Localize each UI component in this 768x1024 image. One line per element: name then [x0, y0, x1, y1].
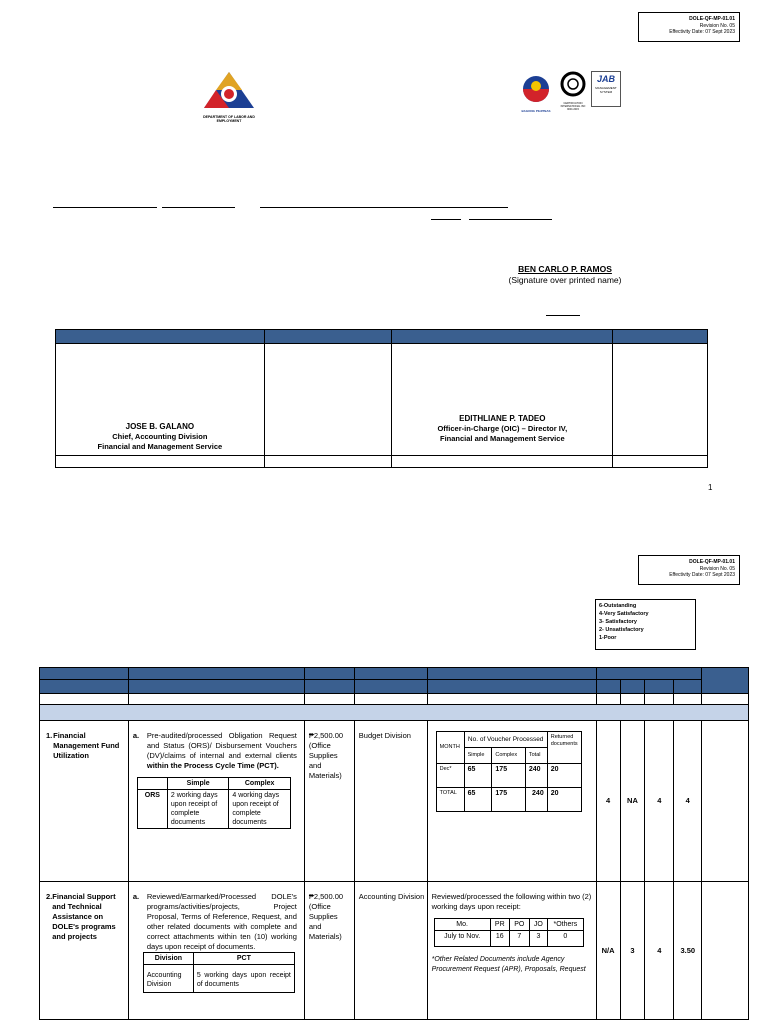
- bagong-pilipinas-logo: [519, 74, 553, 112]
- legend-item: 2- Unsatisfactory: [599, 627, 644, 633]
- approver-title: Officer-in-Charge (OIC) – Director IV,: [437, 424, 568, 433]
- row-index: 1.: [46, 731, 53, 740]
- approver-office: Financial and Management Service: [97, 441, 223, 451]
- budget-cell: ₱2,500.00 (Office Supplies and Materials): [304, 721, 354, 882]
- procurement-table: [434, 918, 584, 947]
- sub-header: Complex: [492, 748, 525, 764]
- blank-line: [260, 207, 508, 208]
- rating-average: 4: [674, 721, 702, 882]
- rating-quality: 4: [596, 721, 620, 882]
- legend-item: 6-Outstanding: [599, 603, 637, 609]
- table-row: [40, 721, 749, 882]
- iso-logo: [556, 71, 590, 111]
- iso-caption: CERTIFICATION INTERNATIONAL ISO 9001:2015: [560, 102, 586, 111]
- pct-division: Accounting Division: [143, 965, 193, 993]
- proc-value: 7: [509, 931, 529, 947]
- document-code: DOLE-QF-MP-01.01: [689, 16, 735, 22]
- pct-table: [143, 952, 295, 993]
- effectivity-date: Effectivity Date: 07 Sept 2023: [669, 29, 735, 35]
- success-indicator: Pre-audited/processed Obligation Request and Status (ORS)/ Disbursement Vouchers (DV)/claims of internal and external clients: [146, 731, 297, 760]
- data-label: Dec*: [436, 764, 464, 788]
- pct-row-label: ORS: [137, 790, 167, 829]
- jab-subcaption: MANAGEMENT SYSTEM: [595, 86, 617, 94]
- dole-logo: [202, 70, 256, 123]
- proc-value: 3: [529, 931, 547, 947]
- pct-header: PCT: [193, 953, 294, 965]
- jab-caption: JAB: [596, 74, 615, 84]
- rating-efficiency: 3: [620, 882, 645, 1020]
- proc-header: Mo.: [434, 919, 490, 931]
- approver-cell: [392, 344, 613, 456]
- row-index: 2.: [46, 892, 53, 901]
- accomplishment-note: *Other Related Documents include Agency Procurement Request (APR), Proposals, Request: [431, 956, 586, 973]
- proc-value: July to Nov.: [434, 931, 490, 947]
- pct-header: Division: [143, 953, 193, 965]
- total-value: 240: [525, 788, 547, 812]
- data-value: 175: [492, 764, 525, 788]
- row-letter: a.: [132, 731, 140, 740]
- performance-table: [39, 667, 749, 1020]
- total-label: TOTAL: [436, 788, 464, 812]
- total-value: 175: [492, 788, 525, 812]
- document-code: DOLE-QF-MP-01.01: [689, 559, 735, 565]
- accomplishment-intro: Reviewed/processed the following within two (2) working days upon receipt:: [431, 892, 592, 911]
- month-header: MONTH: [436, 732, 464, 764]
- bagong-pilipinas-caption: BAGONG PILIPINAS: [521, 109, 551, 113]
- pct-header: Simple: [167, 778, 229, 790]
- approver-title: Chief, Accounting Division: [112, 432, 208, 441]
- blank-line: [546, 315, 580, 316]
- data-value: 240: [525, 764, 547, 788]
- legend-item: 1-Poor: [599, 635, 617, 641]
- proc-header: PO: [509, 919, 529, 931]
- rating-timeliness: 4: [645, 721, 674, 882]
- legend-item: 4-Very Satisfactory: [599, 611, 649, 617]
- proc-header: PR: [490, 919, 509, 931]
- office-cell: Budget Division: [354, 721, 427, 882]
- proc-header: JO: [529, 919, 547, 931]
- approver-cell: [56, 344, 265, 456]
- total-value: 65: [464, 788, 492, 812]
- approver-name: JOSE B. GALANO: [125, 422, 195, 431]
- rating-average: 3.50: [674, 882, 702, 1020]
- blank-line: [162, 207, 235, 208]
- sub-header: Simple: [464, 748, 492, 764]
- sub-header: Total: [525, 748, 547, 764]
- blank-line: [53, 207, 157, 208]
- performance-area: Financial Management Fund Utilization: [53, 731, 120, 760]
- proc-value: 0: [548, 931, 584, 947]
- blank-line: [431, 219, 461, 220]
- data-value: 20: [547, 764, 581, 788]
- returned-header: Returned documents: [547, 732, 581, 764]
- data-value: 65: [464, 764, 492, 788]
- rating-legend: [595, 599, 696, 650]
- legend-item: 3- Satisfactory: [599, 619, 637, 625]
- office-cell: Accounting Division: [354, 882, 427, 1020]
- pct-simple: 2 working days upon receipt of complete documents: [167, 790, 229, 829]
- processed-header: No. of Voucher Processed: [464, 732, 547, 748]
- revision-number: Revision No. 05: [699, 565, 735, 572]
- performance-area: Financial Support and Technical Assistance on DOLE's programs and projects: [52, 892, 116, 941]
- proc-header: *Others: [548, 919, 584, 931]
- rating-quality: N/A: [596, 882, 620, 1020]
- pct-table: [137, 777, 291, 829]
- row-letter: a.: [132, 892, 140, 901]
- dole-logo-caption: DEPARTMENT OF LABOR AND EMPLOYMENT: [203, 115, 255, 123]
- rating-timeliness: 4: [645, 882, 674, 1020]
- pct-complex: 4 working days upon receipt of complete documents: [229, 790, 291, 829]
- rating-efficiency: NA: [620, 721, 645, 882]
- signatory-name: BEN CARLO P. RAMOS: [518, 264, 612, 274]
- approver-office: Financial and Management Service: [439, 433, 565, 443]
- jab-logo: [591, 71, 621, 107]
- page-number: 1: [708, 483, 713, 492]
- blank-line: [469, 219, 552, 220]
- success-indicator: Reviewed/Earmarked/Processed DOLE's programs/activities/projects, Project Proposal, Terms of Reference, Request, and other related documents with complete and correct attachments within ten (10) working days upon receipt of documents.: [146, 892, 297, 951]
- proc-value: 16: [490, 931, 509, 947]
- signatory-caption: (Signature over printed name): [508, 275, 622, 285]
- revision-number: Revision No. 05: [699, 22, 735, 29]
- budget-cell: ₱2,500.00 (Office Supplies and Materials): [304, 882, 354, 1020]
- approval-table: [55, 329, 708, 468]
- table-header-row: [40, 668, 749, 680]
- table-row: [40, 882, 749, 1020]
- signatory-block: [470, 264, 660, 286]
- voucher-table: [436, 731, 582, 812]
- effectivity-date: Effectivity Date: 07 Sept 2023: [669, 572, 735, 578]
- pct-value: 5 working days upon receipt of documents: [193, 965, 294, 993]
- approver-name: EDITHLIANE P. TADEO: [459, 414, 546, 423]
- total-value: 20: [547, 788, 581, 812]
- success-indicator-bold: within the Process Cycle Time (PCT).: [146, 761, 279, 770]
- document-info-box: [638, 12, 740, 42]
- pct-header: Complex: [229, 778, 291, 790]
- document-info-box: [638, 555, 740, 585]
